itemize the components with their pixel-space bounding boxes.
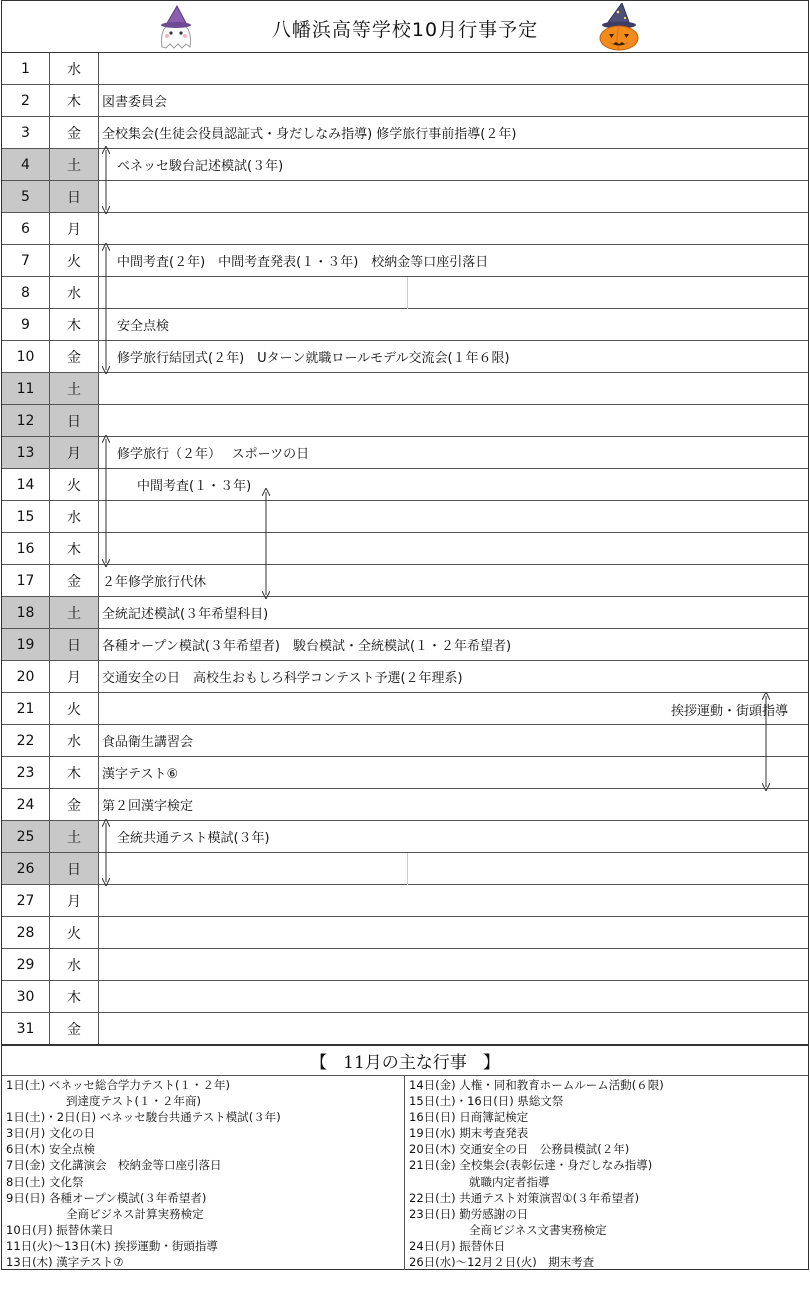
day-number: 7 <box>2 245 50 276</box>
calendar-row <box>2 693 808 725</box>
day-number: 20 <box>2 661 50 692</box>
calendar-row <box>2 789 808 821</box>
november-event: 到達度テスト(１・２年商) <box>66 1094 202 1109</box>
weekday: 火 <box>50 469 99 500</box>
day-number: 22 <box>2 725 50 756</box>
calendar-row <box>2 565 808 597</box>
day-number: 2 <box>2 85 50 116</box>
weekday: 金 <box>50 565 99 596</box>
day-number: 15 <box>2 501 50 532</box>
november-event: 21日(金) 全校集会(表彰伝達・身だしなみ指導) <box>409 1158 653 1173</box>
event-text: 第２回漢字検定 <box>102 799 194 814</box>
day-number: 3 <box>2 117 50 148</box>
november-left-column <box>2 1076 405 1270</box>
weekday: 月 <box>50 661 99 692</box>
page-title: 八幡浜高等学校10月行事予定 <box>271 19 539 41</box>
day-number: 18 <box>2 597 50 628</box>
weekday: 金 <box>50 117 99 148</box>
calendar-row <box>2 245 808 277</box>
november-event: 22日(土) 共通テスト対策演習①(３年希望者) <box>409 1190 640 1205</box>
calendar-row <box>2 629 808 661</box>
calendar-row <box>2 597 808 629</box>
event-text <box>99 277 808 308</box>
weekday: 木 <box>50 309 99 340</box>
weekday: 火 <box>50 693 99 724</box>
day-number: 17 <box>2 565 50 596</box>
weekday: 月 <box>50 885 99 916</box>
weekday: 木 <box>50 85 99 116</box>
event-text <box>99 917 808 948</box>
weekday: 土 <box>50 149 99 180</box>
november-event: 19日(水) 期末考査発表 <box>409 1126 529 1141</box>
event-text: 安全点検 <box>117 319 170 334</box>
day-number: 8 <box>2 277 50 308</box>
event-text: 中間考査(１・３年) <box>137 479 252 494</box>
calendar-row <box>2 661 808 693</box>
calendar-row <box>2 725 808 757</box>
heading-bracket-close: 】 <box>482 1053 500 1073</box>
november-event: 16日(日) 日商簿記検定 <box>409 1110 529 1125</box>
weekday: 月 <box>50 437 99 468</box>
november-event: 11日(火)～13日(木) 挨拶運動・街頭指導 <box>6 1238 218 1253</box>
weekday: 金 <box>50 341 99 372</box>
heading-bracket-open: 【 <box>310 1053 328 1073</box>
november-event: 1日(土)・2日(日) ベネッセ駿台共通テスト模試(３年) <box>6 1110 281 1125</box>
november-event: 全商ビジネス計算実務検定 <box>66 1206 204 1221</box>
weekday: 火 <box>50 917 99 948</box>
november-event: 23日(日) 勤労感謝の日 <box>409 1206 529 1221</box>
day-number: 28 <box>2 917 50 948</box>
november-event: 就職内定者指導 <box>469 1174 550 1189</box>
side-note: 挨拶運動・街頭指導 <box>670 704 788 719</box>
weekday: 木 <box>50 981 99 1012</box>
calendar-row <box>2 341 808 373</box>
calendar-row <box>2 181 808 213</box>
cell-divider <box>407 853 408 885</box>
event-text: 各種オープン模試(３年希望者) 駿台模試・全統模試(１・２年希望者) <box>102 639 512 654</box>
day-number: 25 <box>2 821 50 852</box>
cell-divider <box>407 277 408 309</box>
day-number: 29 <box>2 949 50 980</box>
calendar-row <box>2 533 808 565</box>
day-number: 5 <box>2 181 50 212</box>
day-number: 24 <box>2 789 50 820</box>
november-event: 7日(金) 文化講演会 校納金等口座引落日 <box>6 1158 222 1173</box>
event-text: 修学旅行（２年） スポーツの日 <box>117 447 310 462</box>
november-event: 24日(月) 振替休日 <box>409 1238 506 1253</box>
november-right-column <box>405 1076 808 1270</box>
november-events <box>1 1044 809 1270</box>
calendar-row <box>2 757 808 789</box>
event-text: 図書委員会 <box>102 95 168 110</box>
event-text <box>99 885 808 916</box>
day-number: 23 <box>2 757 50 788</box>
calendar-row <box>2 885 808 917</box>
november-event: 20日(木) 交通安全の日 公務員模試(２年) <box>409 1142 630 1157</box>
event-text: ベネッセ駿台記述模試(３年) <box>117 159 284 174</box>
day-number: 16 <box>2 533 50 564</box>
calendar-row <box>2 469 808 501</box>
calendar-row <box>2 853 808 885</box>
event-text <box>99 181 808 212</box>
weekday: 日 <box>50 629 99 660</box>
november-event: 8日(土) 文化祭 <box>6 1174 84 1189</box>
calendar-row <box>2 213 808 245</box>
november-event: 3日(月) 文化の日 <box>6 1126 95 1141</box>
calendar-row <box>2 85 808 117</box>
weekday: 水 <box>50 277 99 308</box>
weekday: 木 <box>50 757 99 788</box>
calendar-row <box>2 149 808 181</box>
calendar-row <box>2 501 808 533</box>
november-event: 1日(土) ベネッセ総合学力テスト(１・２年) <box>6 1078 230 1092</box>
day-number: 26 <box>2 853 50 884</box>
november-event: 10日(月) 振替休業日 <box>6 1222 114 1237</box>
event-text: 全校集会(生徒会役員認証式・身だしなみ指導) 修学旅行事前指導(２年) <box>102 127 517 142</box>
calendar-row <box>2 821 808 853</box>
event-text <box>99 853 808 884</box>
event-text <box>99 53 808 84</box>
day-number: 6 <box>2 213 50 244</box>
event-text <box>99 981 808 1012</box>
calendar-row <box>2 981 808 1013</box>
november-heading <box>2 1046 808 1076</box>
day-number: 30 <box>2 981 50 1012</box>
calendar-row <box>2 949 808 981</box>
calendar-row <box>2 405 808 437</box>
day-number: 27 <box>2 885 50 916</box>
november-heading-text: 11月の主な行事 <box>343 1053 467 1073</box>
day-number: 19 <box>2 629 50 660</box>
event-text: 食品衛生講習会 <box>102 735 194 750</box>
calendar-row <box>2 437 808 469</box>
calendar-row <box>2 53 808 85</box>
calendar-row <box>2 277 808 309</box>
event-text <box>99 373 808 404</box>
day-number: 14 <box>2 469 50 500</box>
day-number: 31 <box>2 1013 50 1044</box>
day-number: 1 <box>2 53 50 84</box>
weekday: 水 <box>50 501 99 532</box>
event-text: 中間考査(２年) 中間考査発表(１・３年) 校納金等口座引落日 <box>117 255 489 270</box>
jack-o-lantern-icon <box>596 3 642 51</box>
day-number: 11 <box>2 373 50 404</box>
weekday: 木 <box>50 533 99 564</box>
november-event: 26日(水)～12月２日(火) 期末考査 <box>409 1255 595 1270</box>
event-text: 漢字テスト⑥ <box>102 767 179 782</box>
title-bar <box>1 0 809 52</box>
november-event: 6日(木) 安全点検 <box>6 1142 95 1157</box>
day-number: 21 <box>2 693 50 724</box>
november-event: 9日(日) 各種オープン模試(３年希望者) <box>6 1190 207 1205</box>
event-text <box>99 213 808 244</box>
event-text: 交通安全の日 高校生おもしろ科学コンテスト予選(２年理系) <box>102 671 463 686</box>
event-text <box>99 1013 808 1044</box>
day-number: 13 <box>2 437 50 468</box>
weekday: 火 <box>50 245 99 276</box>
october-calendar <box>1 52 809 1045</box>
day-number: 9 <box>2 309 50 340</box>
weekday: 日 <box>50 181 99 212</box>
weekday: 水 <box>50 949 99 980</box>
weekday: 日 <box>50 853 99 884</box>
event-text <box>99 949 808 980</box>
event-text: ２年修学旅行代休 <box>102 575 207 590</box>
calendar-row <box>2 1013 808 1044</box>
day-number: 10 <box>2 341 50 372</box>
november-event: 14日(金) 人権・同和教育ホームルーム活動(６限) <box>409 1078 664 1092</box>
weekday: 金 <box>50 789 99 820</box>
calendar-row <box>2 373 808 405</box>
november-event: 15日(土)・16日(日) 県総文祭 <box>409 1094 564 1109</box>
calendar-row <box>2 917 808 949</box>
weekday: 土 <box>50 597 99 628</box>
day-number: 12 <box>2 405 50 436</box>
weekday: 月 <box>50 213 99 244</box>
november-event: 全商ビジネス文書実務検定 <box>469 1222 607 1237</box>
event-text <box>99 533 808 564</box>
event-text: 全統共通テスト模試(３年) <box>117 831 270 846</box>
weekday: 日 <box>50 405 99 436</box>
weekday: 水 <box>50 725 99 756</box>
calendar-row <box>2 309 808 341</box>
weekday: 金 <box>50 1013 99 1044</box>
event-text <box>99 501 808 532</box>
weekday: 水 <box>50 53 99 84</box>
event-text: 修学旅行結団式(２年) Uターン就職ロールモデル交流会(１年６限) <box>117 351 510 366</box>
november-event: 13日(木) 漢字テスト⑦ <box>6 1255 124 1270</box>
calendar-row <box>2 117 808 149</box>
weekday: 土 <box>50 373 99 404</box>
event-text <box>99 405 808 436</box>
event-text: 全統記述模試(３年希望科目) <box>102 607 269 622</box>
weekday: 土 <box>50 821 99 852</box>
day-number: 4 <box>2 149 50 180</box>
